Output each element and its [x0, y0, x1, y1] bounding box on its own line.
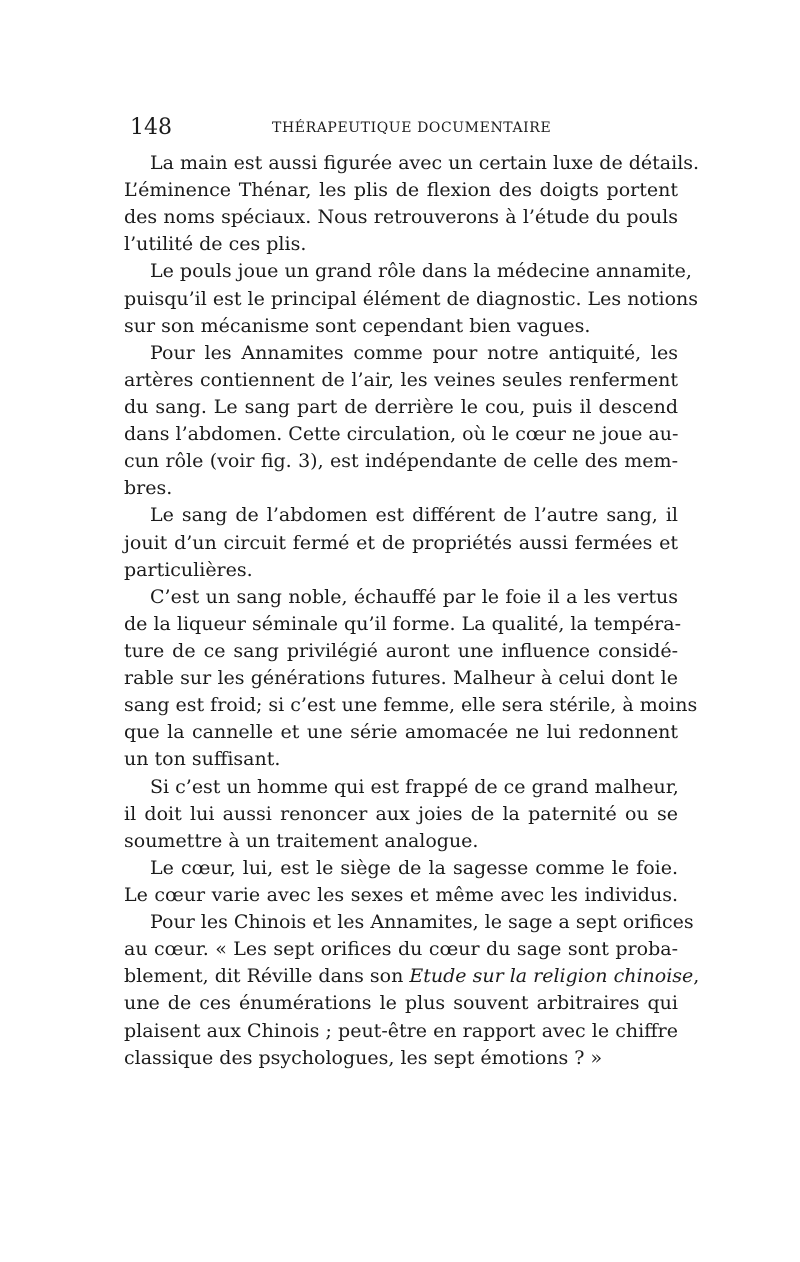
text-line: sang est froid; si c’est une femme, elle sera stérile, à moins [124, 694, 698, 717]
text-line: Pour les Chinois et les Annamites, le sage a sept orifices [150, 911, 694, 934]
running-head [120, 114, 680, 142]
body-text [124, 150, 700, 1072]
text-line: artères contiennent de l’air, les veines seules renferment [124, 368, 678, 391]
text-line: Pour les Annamites comme pour notre antiquité, les [150, 341, 678, 364]
text-line: La main est aussi figurée avec un certain luxe de détails. [150, 152, 700, 174]
page-number: 148 [130, 115, 172, 140]
text-line: du sang. Le sang part de derrière le cou, puis il descend [124, 395, 678, 418]
text-line: que la cannelle et une série amomacée ne lui redonnent [124, 721, 678, 744]
text-line: Le cœur varie avec les sexes et même avec les individus. [124, 883, 678, 906]
text-line: il doit lui aussi renoncer aux joies de la paternité ou se [124, 802, 678, 825]
text-line: sur son mécanisme sont cependant bien vagues. [124, 314, 591, 337]
text-line: cun rôle (voir fig. 3), est indépendante de celle des mem- [124, 450, 678, 473]
text-line: Le cœur, lui, est le siège de la sagesse comme le foie. [150, 856, 678, 879]
text-line: Le sang de l’abdomen est différent de l’autre sang, il [150, 504, 678, 527]
text-line [124, 963, 700, 990]
text-line: l’utilité de ces plis. [124, 233, 307, 256]
text-line: ture de ce sang privilégié auront une influence considé- [124, 639, 678, 662]
text-line: dans l’abdomen. Cette circulation, où le cœur ne joue au- [124, 423, 679, 446]
text-line: jouit d’un circuit fermé et de propriétés aussi fermées et [124, 531, 678, 554]
text-line: particulières. [124, 558, 253, 581]
text-line: de la liqueur séminale qu’il forme. La qualité, la tempéra- [124, 612, 681, 635]
text-line: plaisent aux Chinois ; peut-être en rapport avec le chiffre [124, 1019, 678, 1042]
book-title-italic: Etude sur la religion chinoise [409, 965, 694, 988]
text-line: une de ces énumérations le plus souvent arbitraires qui [124, 992, 678, 1015]
text-line: puisqu’il est le principal élément de diagnostic. Les notions [124, 287, 699, 310]
text-line: Si c’est un homme qui est frappé de ce grand malheur, [150, 775, 679, 798]
text-line: Le pouls joue un grand rôle dans la médecine annamite, [150, 260, 692, 283]
text-line: L’éminence Thénar, les plis de flexion des doigts portent [124, 179, 678, 202]
text-line: des noms spéciaux. Nous retrouverons à l’étude du pouls [124, 206, 678, 229]
text-line: rable sur les générations futures. Malheur à celui dont le [124, 667, 678, 690]
text-line: C’est un sang noble, échauffé par le foie il a les vertus [150, 585, 678, 608]
text-line: soumettre à un traitement analogue. [124, 829, 479, 852]
running-title: THÉRAPEUTIQUE DOCUMENTAIRE [272, 120, 552, 136]
text-line: un ton suffisant. [124, 748, 281, 771]
text-line: bres. [124, 477, 173, 500]
text-run: , [693, 965, 700, 988]
text-line: classique des psychologues, les sept émotions ? » [124, 1046, 603, 1069]
text-run: blement, dit Réville dans son [124, 965, 410, 988]
text-line: au cœur. « Les sept orifices du cœur du sage sont proba- [124, 938, 678, 961]
